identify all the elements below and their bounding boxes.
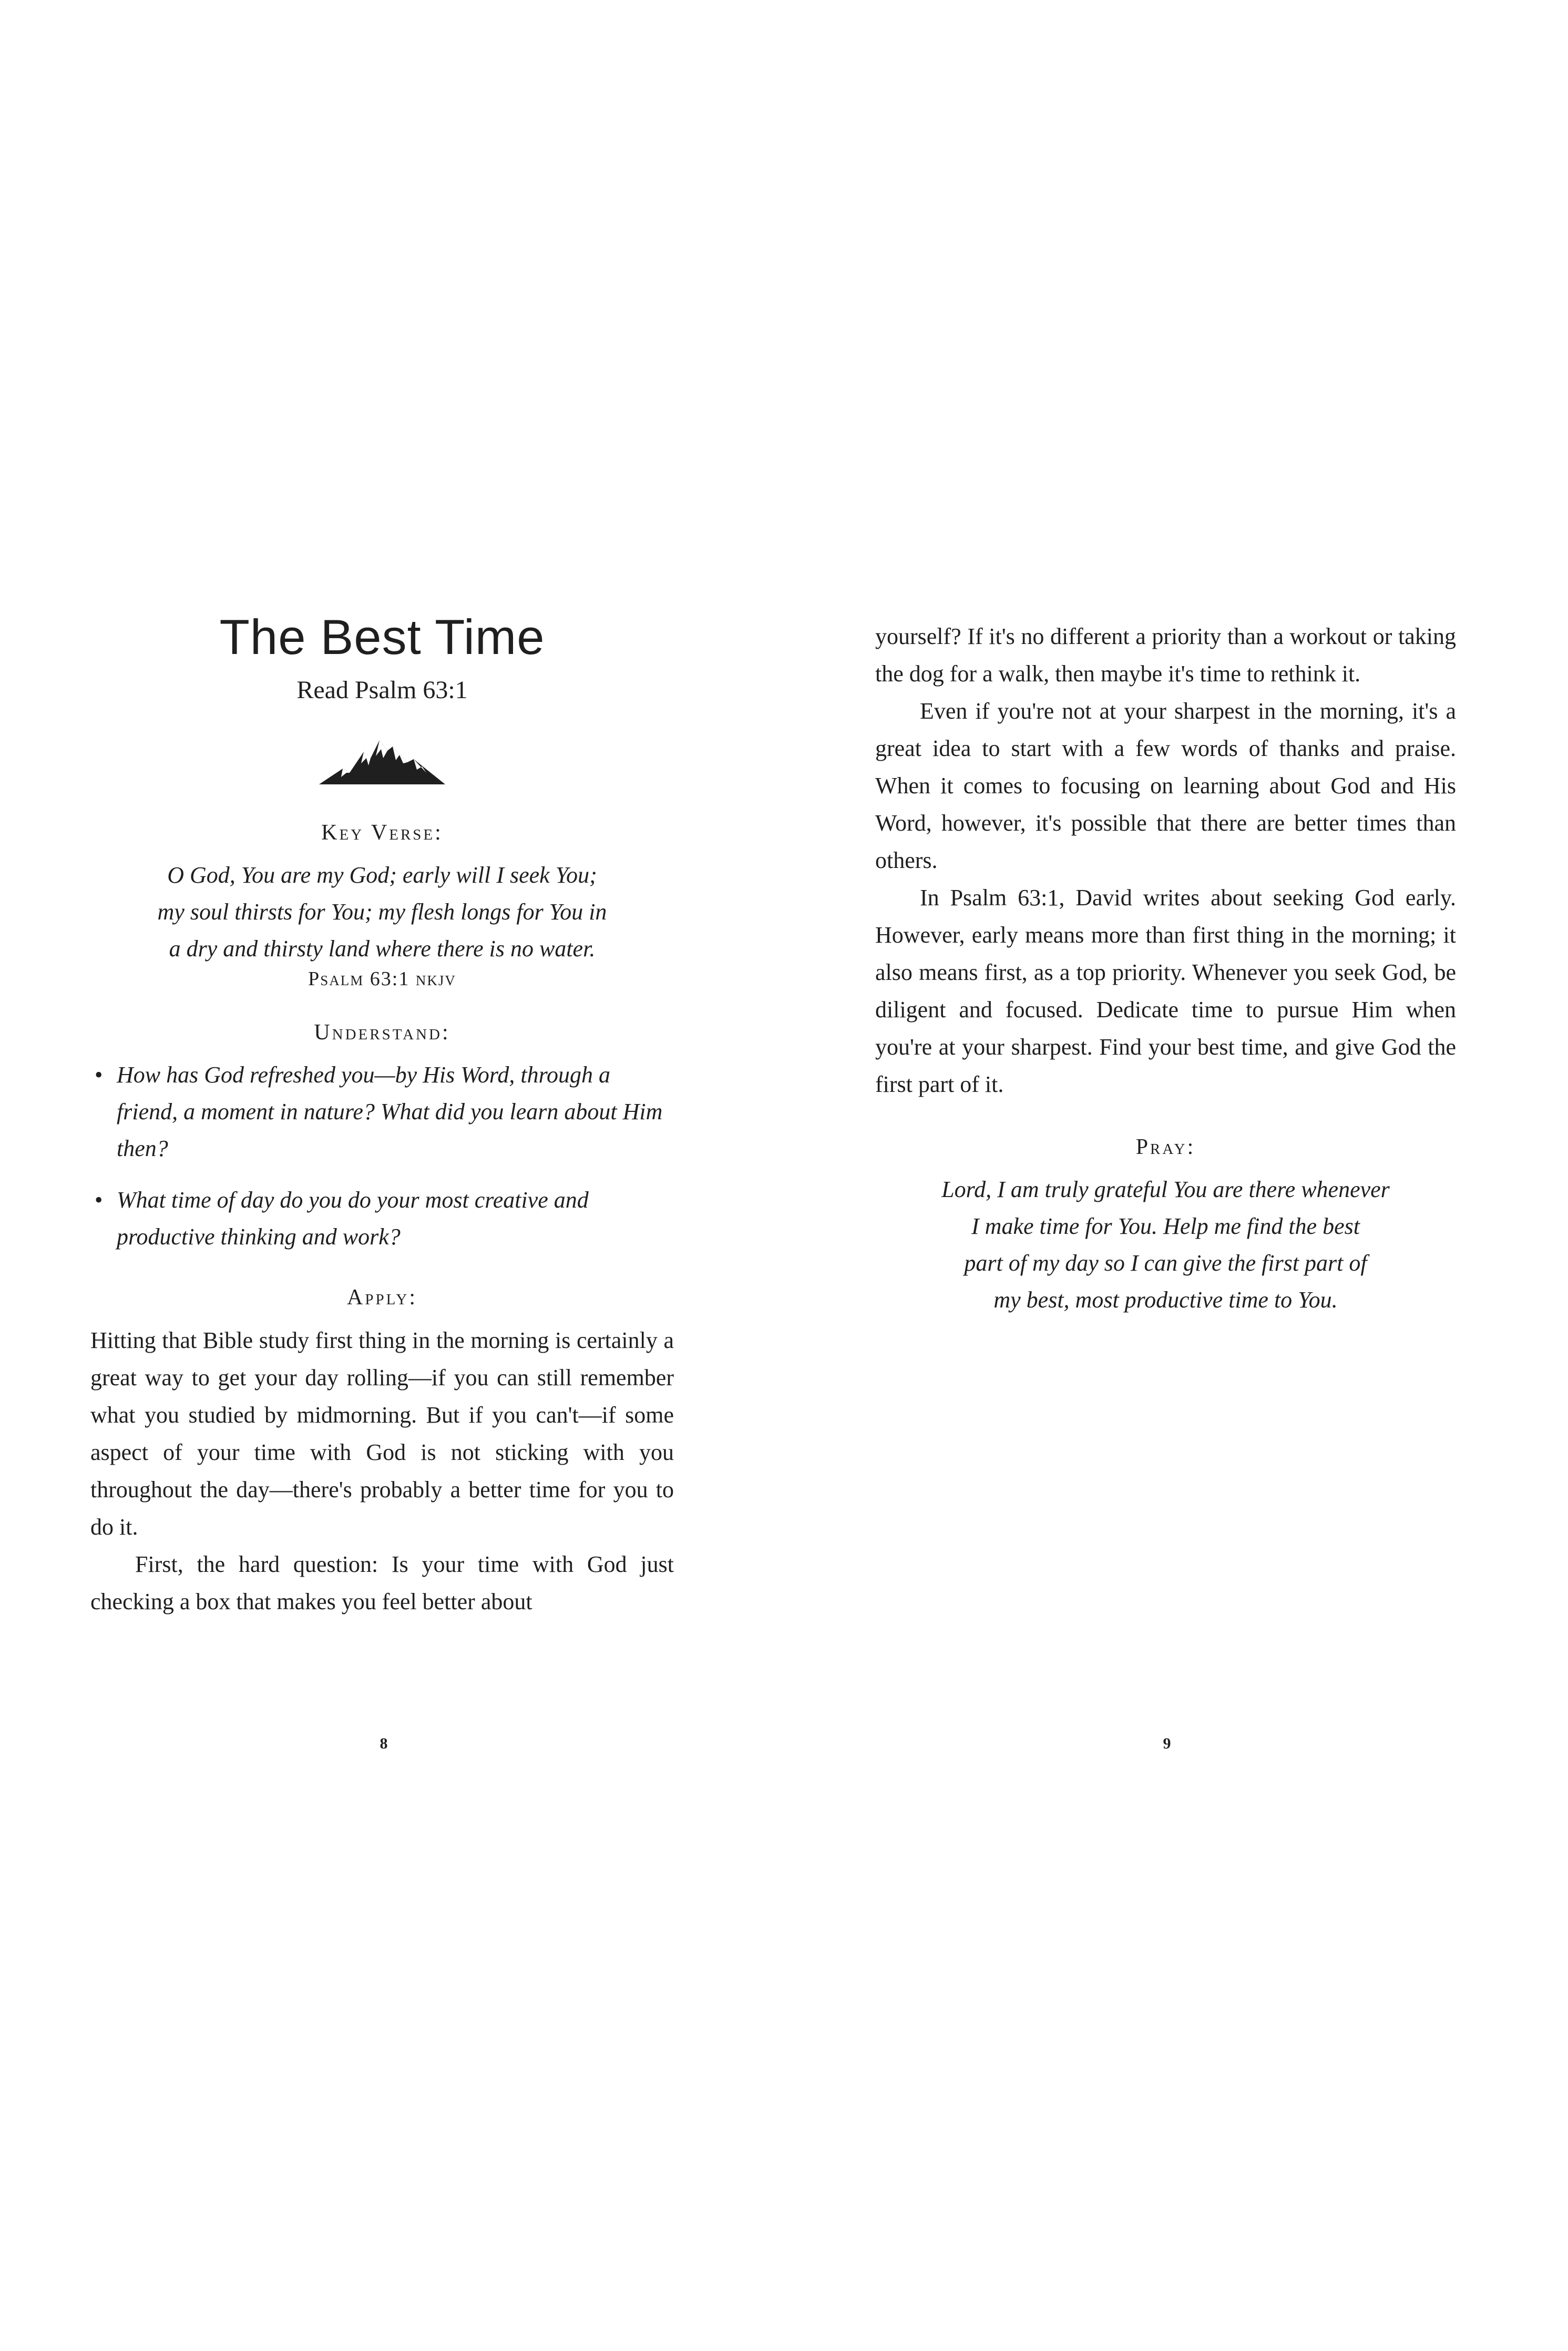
understand-list <box>90 1057 674 1255</box>
key-verse <box>90 857 674 967</box>
prayer-line: I make time for You. Help me find the best <box>971 1213 1360 1239</box>
prayer-line: my best, most productive time to You. <box>993 1287 1338 1313</box>
understand-heading: Understand: <box>314 1020 450 1045</box>
apply-paragraph: Hitting that Bible study first thing in the morning is certainly a great way to get your day rolling—if you can still remember what you studied by midmorning. But if you can't—if some aspect of your time with God is not sticking with you throughout the day—there's probably a better time for you to do it. <box>90 1327 674 1540</box>
key-verse-line: a dry and thirsty land where there is no water. <box>169 936 596 962</box>
key-verse-line: my soul thirsts for You; my flesh longs for You in <box>157 899 607 925</box>
bullet-icon: • <box>95 1062 103 1088</box>
question-text: How has God refreshed you—by His Word, through a friend, a moment in nature? What did you learn about Him then? <box>117 1062 663 1162</box>
list-item <box>90 1057 674 1167</box>
page-number-right: 9 <box>1163 1735 1171 1752</box>
body-paragraph: Even if you're not at your sharpest in the morning, it's a great idea to start with a few words of thanks and praise. When it comes to focusing on learning about God and His Word, however, it's possible that there are better times than others. <box>875 698 1456 873</box>
apply-heading: Apply: <box>346 1285 417 1310</box>
mountain-icon <box>314 725 450 794</box>
page-title: The Best Time <box>219 609 545 665</box>
left-page <box>90 610 674 1620</box>
list-item <box>90 1182 674 1255</box>
page-number-left: 8 <box>380 1735 388 1752</box>
body-paragraph: yourself? If it's no different a priority than a workout or taking the dog for a walk, then maybe it's time to rethink it. <box>875 623 1456 687</box>
prayer-line: part of my day so I can give the first part of <box>964 1250 1367 1276</box>
key-verse-line: O God, You are my God; early will I seek You; <box>167 862 597 888</box>
key-verse-reference: Psalm 63:1 nkjv <box>308 968 456 990</box>
pray-heading: Pray: <box>1135 1135 1196 1159</box>
bullet-icon: • <box>95 1187 103 1213</box>
right-page <box>875 618 1456 1318</box>
prayer <box>875 1171 1456 1318</box>
ornament <box>90 725 674 794</box>
key-verse-heading: Key Verse: <box>321 821 443 845</box>
question-text: What time of day do you do your most creative and productive thinking and work? <box>117 1187 589 1250</box>
reading-reference: Read Psalm 63:1 <box>296 676 468 704</box>
apply-paragraph: First, the hard question: Is your time with God just checking a box that makes you feel better about <box>90 1551 674 1615</box>
body-paragraph: In Psalm 63:1, David writes about seeking God early. However, early means more than first thing in the morning; it also means first, as a top priority. Whenever you seek God, be diligent and focused. Dedicate time to pursue Him when you're at your sharpest. Find your best time, and give God the first part of it. <box>875 885 1456 1097</box>
prayer-line: Lord, I am truly grateful You are there whenever <box>941 1177 1390 1202</box>
